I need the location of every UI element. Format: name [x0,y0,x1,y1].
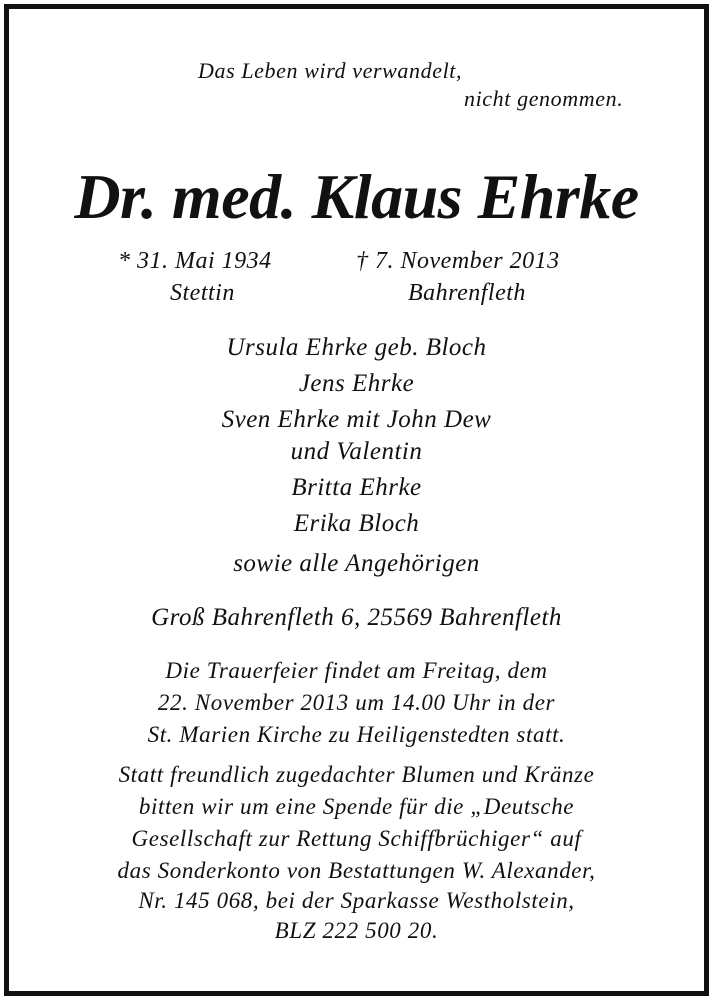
family-member: Jens Ehrke [298,370,415,397]
motto-line-2: nicht genommen. [464,86,624,111]
family-member: Britta Ehrke [291,474,422,501]
donation-line: Nr. 145 068, bei der Sparkasse Westholstein, [138,888,575,913]
deceased-name: Dr. med. Klaus Ehrke [74,161,639,232]
family-member: Sven Ehrke mit John Dew [221,406,492,433]
donation-line: das Sonderkonto von Bestattungen W. Alexander, [117,858,596,883]
donation-line: BLZ 222 500 20. [274,918,439,943]
motto-line-1: Das Leben wird verwandelt, [198,58,463,83]
death-date: † 7. November 2013 [356,248,560,274]
relatives-line: sowie alle Angehörigen [233,550,480,577]
family-member: und Valentin [290,438,423,465]
ceremony-line: Die Trauerfeier findet am Freitag, dem [165,658,548,683]
family-member: Ursula Ehrke geb. Bloch [226,334,487,361]
donation-line: Gesellschaft zur Rettung Schiffbrüchiger“ auf [131,826,582,851]
death-place: Bahrenfleth [408,280,526,306]
ceremony-line: 22. November 2013 um 14.00 Uhr in der [157,690,556,715]
address: Groß Bahrenfleth 6, 25569 Bahrenfleth [151,604,562,631]
birth-date: * 31. Mai 1934 [118,248,272,274]
donation-line: Statt freundlich zugedachter Blumen und Kränze [118,762,595,787]
donation-line: bitten wir um eine Spende für die „Deutsche [138,794,575,819]
ceremony-line: St. Marien Kirche zu Heiligenstedten statt. [147,722,566,747]
family-member: Erika Bloch [293,510,420,537]
birth-place: Stettin [170,280,235,306]
